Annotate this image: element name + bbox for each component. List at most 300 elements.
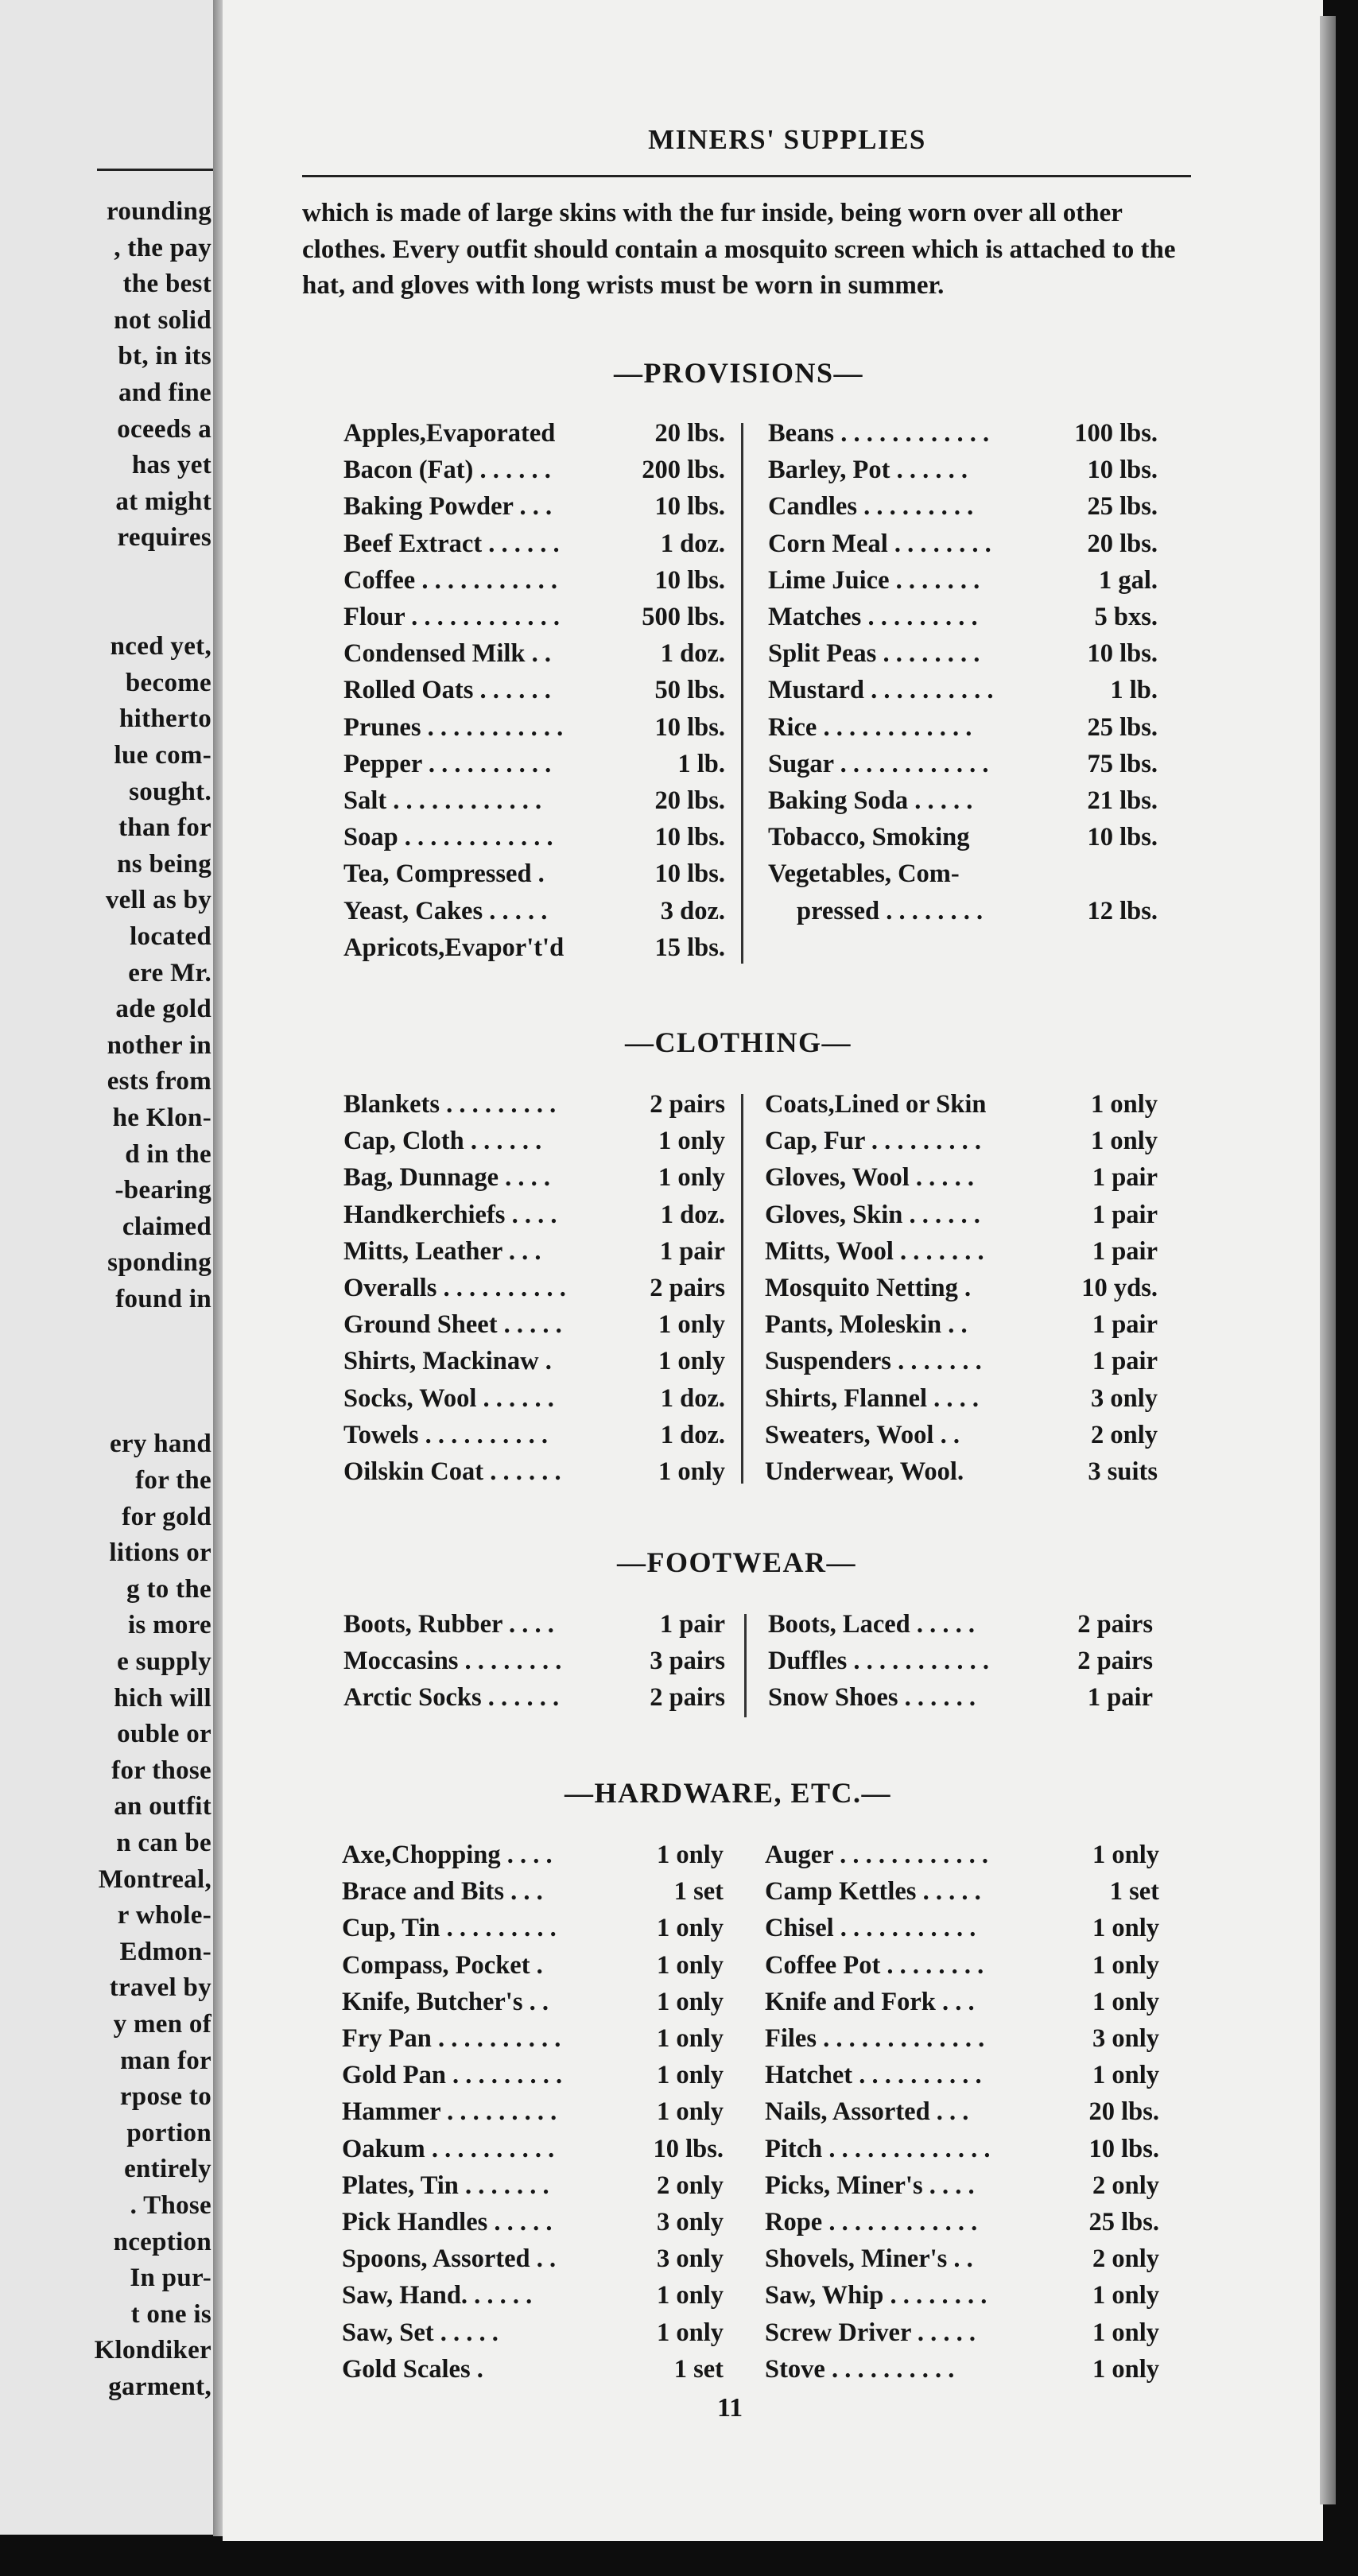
left-page-line: claimed [122,1212,211,1241]
supply-row [765,1453,1158,1490]
item-name: Rice . . . . . . . . . . . . [768,712,972,742]
item-quantity: 20 lbs. [1087,529,1158,558]
supply-row [342,1873,724,1910]
left-page-line: litions or [109,1538,211,1568]
supply-row [342,1947,724,1984]
item-name: Pants, Moleskin . . [765,1310,968,1340]
item-quantity: 1 pair [659,1610,725,1639]
supply-row [343,672,725,708]
left-page-line: found in [115,1285,211,1313]
item-name: Split Peas . . . . . . . . [768,639,980,669]
item-name: Hatchet . . . . . . . . . . [765,2061,982,2090]
item-quantity: 10 lbs. [1088,2134,1159,2163]
supply-row [765,1123,1158,1159]
item-name: Coats,Lined or Skin [765,1090,987,1119]
left-page-line: n can be [116,1829,211,1857]
item-quantity: 2 only [1092,2244,1159,2274]
supply-row [343,782,725,819]
item-name: Cup, Tin . . . . . . . . . [342,1914,557,1943]
supply-row [765,1380,1158,1417]
item-quantity: 2 pairs [650,1274,725,1302]
item-quantity: 1 only [658,1457,725,1486]
item-name: Ground Sheet . . . . . [343,1310,562,1340]
supply-row [768,1679,1153,1716]
item-name: Boots, Laced . . . . . [768,1610,975,1639]
item-quantity: 2 only [1092,2171,1159,2200]
item-quantity: 1 only [1091,1127,1158,1156]
item-name: Mosquito Netting . [765,1274,972,1302]
left-page-line: man for [120,2046,211,2075]
item-name: Matches . . . . . . . . . [768,603,978,631]
supply-row [765,1947,1159,1984]
supply-row [343,415,725,452]
item-quantity: 15 lbs. [654,933,725,962]
supply-row [342,2314,724,2351]
item-quantity: 1 only [1092,2281,1159,2310]
supply-row [343,929,725,966]
item-name: Bag, Dunnage . . . . [343,1163,551,1193]
item-name: Knife, Butcher's . . [342,1987,549,2016]
left-page-line: not solid [114,305,211,335]
supply-row [343,452,725,488]
supply-row [765,1910,1159,1946]
supply-row [342,1910,724,1946]
item-name: Pitch . . . . . . . . . . . . . [765,2134,991,2163]
item-name: Coffee Pot . . . . . . . . [765,1950,984,1980]
column-divider [741,423,743,964]
item-quantity: 2 only [1091,1420,1158,1449]
left-page-line: rpose to [119,2082,211,2112]
item-quantity: 20 lbs. [654,786,725,815]
item-quantity: 1 only [657,2097,724,2127]
supply-row [765,2314,1159,2351]
item-quantity: 10 lbs. [654,712,725,742]
left-page-line: ouble or [117,1720,211,1749]
item-name: Boots, Rubber . . . . [343,1610,554,1639]
item-name: Shirts, Flannel . . . . [765,1383,980,1413]
supply-row [768,562,1158,599]
item-name: Duffles . . . . . . . . . . . [768,1647,990,1676]
supply-row [765,1159,1158,1196]
supply-row [765,1270,1158,1306]
supply-row [765,1343,1158,1379]
left-page-line: ery hand [109,1430,211,1459]
item-quantity: 2 pairs [650,1683,725,1713]
item-quantity: 1 only [1091,1090,1158,1119]
header-rule [302,175,1191,177]
supply-row [768,893,1158,929]
item-quantity: 1 only [658,1347,725,1376]
supply-row [342,2020,724,2057]
supply-row [343,1086,725,1123]
supply-row [768,782,1158,819]
supply-row [768,819,1158,855]
item-quantity: 1 set [673,1877,724,1907]
left-page-line: ns being [117,849,211,879]
supply-row [343,1606,725,1643]
supply-row [768,415,1158,452]
item-name: Suspenders . . . . . . . [765,1347,982,1376]
left-page-line: garment, [108,2372,211,2401]
item-quantity: 25 lbs. [1087,712,1158,742]
left-page-line: Edmon- [119,1937,211,1966]
item-quantity: 200 lbs. [642,456,725,485]
item-quantity: 1 pair [1092,1310,1158,1340]
item-quantity: 1 only [1092,1841,1159,1869]
supply-row [342,2204,724,2240]
intro-paragraph: which is made of large skins with the fur inside, being worn over all other clothes. Every outfit should contain a mosquito screen which is attached to the hat, and gloves with long wrists must be worn in summer. [302,199,1176,300]
left-page-line: at might [115,487,211,516]
supply-row [768,855,1158,892]
item-quantity: 2 only [657,2171,724,2200]
left-page-line: portion [126,2118,211,2147]
left-page-line: is more [127,1611,211,1640]
item-quantity: 3 only [1091,1383,1158,1413]
page-edge [1320,16,1336,2504]
item-name: Gloves, Skin . . . . . . [765,1200,980,1229]
supply-row [765,2020,1159,2057]
item-quantity: 3 doz. [660,896,725,925]
item-quantity: 1 doz. [660,1420,725,1449]
supply-row [765,1417,1158,1453]
supply-row [342,2277,724,2314]
supply-row [343,819,725,855]
supply-row [343,1453,725,1490]
supply-row [343,746,725,782]
item-name: Blankets . . . . . . . . . [343,1090,557,1119]
item-name: Rope . . . . . . . . . . . . [765,2208,978,2237]
item-quantity: 1 set [1109,1877,1159,1907]
supply-row [768,1643,1153,1679]
supply-row [343,709,725,746]
item-quantity: 1 lb. [677,749,725,778]
item-quantity: 3 only [657,2208,724,2237]
item-quantity: 500 lbs. [642,603,725,631]
item-quantity: 1 pair [1087,1683,1153,1713]
item-name: Plates, Tin . . . . . . . [342,2171,549,2200]
supply-row [343,1643,725,1679]
item-quantity: 1 only [657,1914,724,1943]
item-name: Chisel . . . . . . . . . . . [765,1914,976,1943]
item-quantity: 1 only [1092,2318,1159,2347]
supply-row [765,1837,1159,1873]
item-name: Knife and Fork . . . [765,1987,975,2016]
supply-row [342,2167,724,2204]
supply-row [343,635,725,672]
item-name: Fry Pan . . . . . . . . . . [342,2024,561,2053]
supply-row [768,488,1158,525]
item-name: Tobacco, Smoking [768,823,970,852]
item-quantity: 3 suits [1088,1457,1158,1486]
supply-row [343,1123,725,1159]
item-name: Axe,Chopping . . . . [342,1841,553,1869]
left-page-line: than for [118,813,211,843]
column-divider [744,1614,747,1717]
item-name: Sugar . . . . . . . . . . . . [768,749,989,778]
item-name: Saw, Hand. . . . . . [342,2281,533,2310]
item-name: Brace and Bits . . . [342,1877,543,1907]
item-name: Mitts, Wool . . . . . . . [765,1236,984,1266]
item-name: Cap, Fur . . . . . . . . . [765,1127,982,1156]
item-name: Cap, Cloth . . . . . . [343,1127,542,1156]
item-quantity: 10 lbs. [654,859,725,889]
item-quantity: 1 only [1092,1950,1159,1980]
supply-row [765,1984,1159,2020]
item-name: Flour . . . . . . . . . . . . [343,603,561,631]
item-quantity: 1 pair [1092,1236,1158,1266]
left-page-line: t one is [130,2299,211,2329]
item-name: Auger . . . . . . . . . . . . [765,1841,989,1869]
supply-row [342,1837,724,1873]
item-quantity: 12 lbs. [1087,896,1158,925]
item-name: Candles . . . . . . . . . [768,492,974,522]
left-page-line: for the [135,1466,211,1495]
supply-row [765,2240,1159,2277]
left-page-line: Montreal, [98,1864,211,1894]
left-page-line: vell as by [105,886,211,915]
item-quantity: 1 pair [1092,1200,1158,1229]
item-name: Pepper . . . . . . . . . . [343,749,552,778]
item-name: Baking Powder . . . [343,492,553,522]
left-page-line: y men of [113,2010,211,2039]
supply-row [342,2351,724,2388]
left-page-line: bt, in its [118,342,211,371]
item-name: Gold Scales . [342,2354,483,2384]
item-name: Gloves, Wool . . . . . [765,1163,975,1193]
item-name: Socks, Wool . . . . . . [343,1383,554,1413]
item-name: Bacon (Fat) . . . . . . [343,456,551,485]
item-name: Handkerchiefs . . . . [343,1200,557,1229]
item-quantity: 1 only [657,2318,724,2347]
page-number: 11 [717,2393,743,2423]
left-page-line: the best [122,270,211,299]
item-name: Yeast, Cakes . . . . . [343,896,548,925]
item-quantity: 75 lbs. [1087,749,1158,778]
item-quantity: 21 lbs. [1087,786,1158,815]
item-name: Salt . . . . . . . . . . . . [343,786,542,815]
item-name: Oilskin Coat . . . . . . [343,1457,561,1486]
left-page-line: d in the [125,1139,211,1169]
item-quantity: 1 pair [1092,1347,1158,1376]
supply-row [765,1306,1158,1343]
item-name: Barley, Pot . . . . . . [768,456,968,485]
item-quantity: 20 lbs. [1088,2097,1159,2127]
item-name: Gold Pan . . . . . . . . . [342,2061,563,2090]
supply-row [768,599,1158,635]
left-page-line: travel by [109,1973,211,2003]
left-page-line: he Klon- [112,1104,211,1132]
item-quantity: 10 lbs. [654,565,725,595]
item-name: Camp Kettles . . . . . [765,1877,981,1907]
item-name: Prunes . . . . . . . . . . . [343,712,564,742]
item-quantity: 2 pairs [650,1090,725,1119]
item-quantity: 1 doz. [660,1200,725,1229]
supply-row [768,452,1158,488]
supply-row [765,2351,1159,2388]
supply-row [765,2131,1159,2167]
supply-row [765,1197,1158,1233]
supply-row [343,562,725,599]
item-name: Moccasins . . . . . . . . [343,1647,562,1676]
item-quantity: 10 lbs. [1087,639,1158,669]
supply-row [343,526,725,562]
supply-row [765,2277,1159,2314]
item-quantity: 1 set [673,2354,724,2384]
item-quantity: 1 lb. [1110,676,1158,705]
item-quantity: 1 only [1092,2061,1159,2090]
supply-row [343,1343,725,1379]
item-name: Shirts, Mackinaw . [343,1347,552,1376]
supply-row [342,2131,724,2167]
item-name: Rolled Oats . . . . . . [343,676,551,705]
supply-row [765,2204,1159,2240]
left-page-line: sponding [107,1248,211,1278]
left-page-line: for those [111,1755,211,1785]
supply-row [768,746,1158,782]
item-quantity: 1 only [657,1987,724,2016]
item-name: Baking Soda . . . . . [768,786,973,815]
left-page-line: e supply [117,1647,211,1676]
supply-row [765,1086,1158,1123]
item-name: Nails, Assorted . . . [765,2097,969,2127]
item-quantity: 2 pairs [1077,1610,1153,1639]
left-page-line: ests from [107,1067,211,1096]
left-page-line: g to the [126,1574,211,1604]
item-name: Files . . . . . . . . . . . . . [765,2024,985,2053]
supply-row [768,526,1158,562]
right-page [223,0,1323,2541]
item-quantity: 1 only [658,1163,725,1193]
left-page-line: become [125,668,211,697]
item-name: Compass, Pocket . [342,1950,543,1980]
item-quantity: 10 lbs. [654,492,725,522]
supply-row [343,1380,725,1417]
left-page-line: an outfit [114,1792,211,1821]
supply-row [343,1679,725,1716]
item-name: Corn Meal . . . . . . . . [768,529,991,558]
item-name: Arctic Socks . . . . . . [343,1683,560,1713]
left-page-line: hich will [114,1683,211,1713]
item-quantity: 1 only [657,2281,724,2310]
item-name: Oakum . . . . . . . . . . [342,2134,555,2163]
supply-row [768,1606,1153,1643]
supply-row [343,855,725,892]
left-page-line: requires [117,523,211,553]
supply-row [765,1873,1159,1910]
left-page-line: -bearing [114,1176,211,1205]
item-quantity: 10 lbs. [653,2134,724,2163]
left-page-rule [97,169,216,171]
item-quantity: 1 only [1092,2354,1159,2384]
item-name: Apples,Evaporated [343,419,556,448]
left-page [0,0,216,2535]
left-page-line: ade gold [115,995,211,1024]
section-title-hardware: —HARDWARE, ETC.— [565,1777,892,1809]
supply-row [343,1417,725,1453]
left-page-line: In pur- [130,2264,211,2293]
left-page-line: r whole- [117,1901,211,1930]
supply-row [765,2093,1159,2130]
item-quantity: 10 lbs. [1087,823,1158,852]
left-page-line: entirely [124,2155,211,2184]
supply-row [342,2240,724,2277]
item-name: Spoons, Assorted . . [342,2244,557,2274]
supply-row [342,2093,724,2130]
supply-row [342,2057,724,2093]
item-name: Screw Driver . . . . . [765,2318,976,2347]
section-title-provisions: —PROVISIONS— [614,357,864,389]
item-quantity: 1 doz. [660,1383,725,1413]
supply-row [343,893,725,929]
item-quantity: 1 only [657,1950,724,1980]
section-title-footwear: —FOOTWEAR— [617,1546,857,1578]
item-quantity: 10 yds. [1081,1274,1158,1302]
left-page-line: has yet [131,451,211,480]
item-quantity: 3 only [1092,2024,1159,2053]
item-name: Hammer . . . . . . . . . [342,2097,557,2127]
supply-row [768,635,1158,672]
item-name: Overalls . . . . . . . . . . [343,1274,566,1302]
item-quantity: 10 lbs. [1087,456,1158,485]
item-name: Saw, Set . . . . . [342,2318,499,2347]
item-name: Picks, Miner's . . . . [765,2171,975,2200]
item-quantity: 2 pairs [1077,1647,1153,1676]
left-page-line: . Those [130,2191,211,2220]
item-quantity: 3 only [657,2244,724,2274]
item-name: Stove . . . . . . . . . . [765,2354,955,2384]
item-quantity: 25 lbs. [1088,2208,1159,2237]
supply-row [343,1270,725,1306]
left-page-line: , the pay [114,233,211,262]
item-quantity: 3 pairs [650,1647,725,1676]
item-quantity: 1 pair [1092,1163,1158,1193]
item-name: pressed . . . . . . . . [797,896,984,925]
item-quantity: 1 only [1092,1914,1159,1943]
item-name: Towels . . . . . . . . . . [343,1420,549,1449]
item-quantity: 1 only [657,2061,724,2090]
supply-row [343,488,725,525]
left-page-line: ere Mr. [128,958,211,987]
item-quantity: 1 gal. [1098,565,1158,595]
item-name: Snow Shoes . . . . . . [768,1683,976,1713]
left-page-line: nced yet, [110,632,211,661]
item-name: Apricots,Evapor't'd [343,933,565,962]
item-name: Shovels, Miner's . . [765,2244,973,2274]
left-page-line: nother in [107,1030,211,1060]
item-quantity: 1 only [658,1310,725,1340]
item-quantity: 1 doz. [660,639,725,669]
supply-row [765,2057,1159,2093]
item-name: Sweaters, Wool . . [765,1420,960,1449]
supply-row [768,709,1158,746]
item-quantity: 1 pair [659,1236,725,1266]
supply-row [343,1306,725,1343]
supply-row [343,599,725,635]
item-name: Saw, Whip . . . . . . . . [765,2281,987,2310]
item-quantity: 100 lbs. [1074,419,1158,448]
item-name: Pick Handles . . . . . [342,2208,553,2237]
item-name: Mitts, Leather . . . [343,1236,541,1266]
section-title-clothing: —CLOTHING— [625,1026,852,1058]
left-page-line: hitherto [118,704,211,734]
left-page-line: rounding [106,197,211,226]
item-quantity: 1 only [657,2024,724,2053]
item-name: Beans . . . . . . . . . . . . [768,419,990,448]
item-name: Coffee . . . . . . . . . . . [343,565,557,595]
item-name: Tea, Compressed . [343,859,545,889]
left-page-line: lue com- [114,741,211,770]
left-page-line: nception [113,2227,211,2256]
